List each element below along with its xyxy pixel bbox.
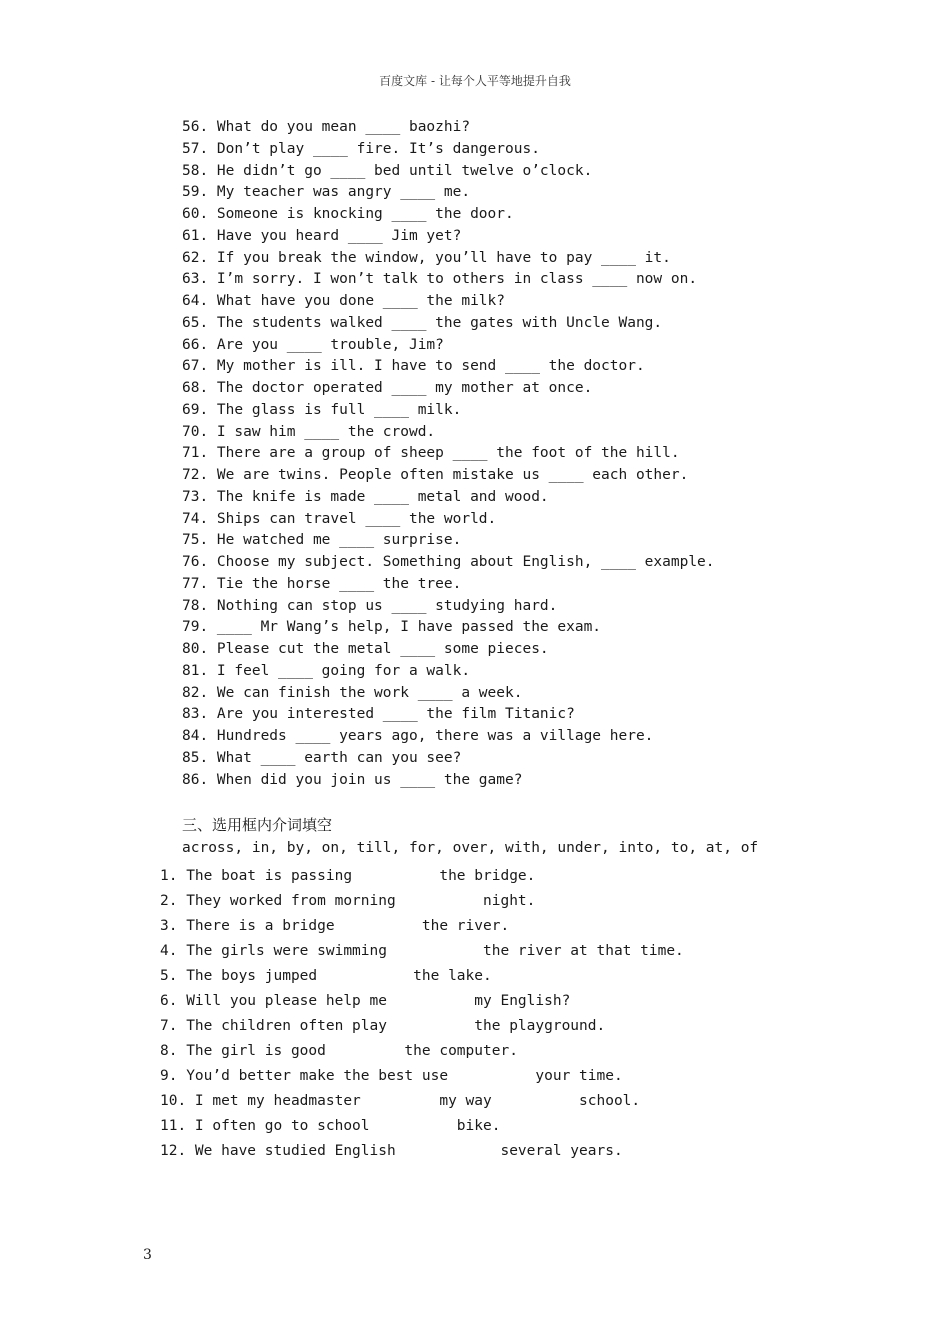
exercise-item: 85. What ____ earth can you see? (182, 749, 462, 766)
fill-in-item: 5. The boys jumped the lake. (160, 968, 492, 984)
exercise-item: 83. Are you interested ____ the film Titanic? (182, 706, 575, 723)
fill-in-item: 3. There is a bridge the river. (160, 918, 510, 934)
exercise-item: 86. When did you join us ____ the game? (182, 771, 523, 788)
exercise-item: 78. Nothing can stop us ____ studying hard. (182, 597, 558, 614)
fill-in-item: 8. The girl is good the computer. (160, 1043, 518, 1059)
exercise-item: 80. Please cut the metal ____ some pieces. (182, 641, 549, 657)
fill-in-item: 6. Will you please help me my English? (160, 993, 571, 1009)
exercise-item: 57. Don’t play ____ fire. It’s dangerous. (182, 140, 540, 157)
exercise-item: 62. If you break the window, you’ll have to pay ____ it. (182, 249, 671, 266)
exercise-item: 67. My mother is ill. I have to send ____ the doctor. (182, 358, 645, 375)
exercise-list-fill-in (160, 864, 684, 1164)
fill-in-item: 10. I met my headmaster my way school. (160, 1093, 641, 1109)
exercise-item: 60. Someone is knocking ____ the door. (182, 206, 514, 222)
exercise-item: 65. The students walked ____ the gates with Uncle Wang. (182, 314, 663, 331)
exercise-item: 82. We can finish the work ____ a week. (182, 684, 523, 701)
exercise-item: 63. I’m sorry. I won’t talk to others in class ____ now on. (182, 271, 698, 288)
exercise-item: 68. The doctor operated ____ my mother at once. (182, 380, 593, 396)
exercise-item: 71. There are a group of sheep ____ the foot of the hill. (182, 445, 680, 462)
fill-in-item: 11. I often go to school bike. (160, 1118, 501, 1134)
exercise-item: 76. Choose my subject. Something about English, ____ example. (182, 554, 715, 570)
fill-in-item: 2. They worked from morning night. (160, 893, 536, 909)
exercise-item: 79. ____ Mr Wang’s help, I have passed the exam. (182, 619, 602, 636)
exercise-item: 61. Have you heard ____ Jim yet? (182, 227, 462, 244)
exercise-item: 64. What have you done ____ the milk? (182, 293, 506, 309)
exercise-item: 69. The glass is full ____ milk. (182, 401, 462, 418)
exercise-item: 81. I feel ____ going for a walk. (182, 662, 471, 679)
exercise-item: 70. I saw him ____ the crowd. (182, 423, 436, 440)
exercise-item: 73. The knife is made ____ metal and wood. (182, 488, 549, 505)
exercise-item: 84. Hundreds ____ years ago, there was a village here. (182, 728, 654, 744)
fill-in-item: 7. The children often play the playground. (160, 1018, 606, 1034)
exercise-item: 58. He didn’t go ____ bed until twelve o’clock. (182, 162, 593, 179)
section-title: 三、选用框内介词填空 (182, 816, 333, 834)
fill-in-item: 9. You’d better make the best use your time. (160, 1068, 623, 1084)
page-header: 百度文库 - 让每个人平等地提升自我 (379, 74, 571, 88)
word-bank: across, in, by, on, till, for, over, with, under, into, to, at, of (182, 840, 759, 856)
fill-in-item: 12. We have studied English several years. (160, 1143, 623, 1159)
exercise-item: 75. He watched me ____ surprise. (182, 532, 462, 549)
exercise-item: 74. Ships can travel ____ the world. (182, 510, 497, 527)
exercise-item: 56. What do you mean ____ baozhi? (182, 119, 471, 135)
exercise-item: 59. My teacher was angry ____ me. (182, 184, 471, 201)
fill-in-item: 4. The girls were swimming the river at that time. (160, 943, 684, 959)
exercise-item: 77. Tie the horse ____ the tree. (182, 575, 462, 592)
page-number: 3 (143, 1247, 152, 1263)
fill-in-item: 1. The boat is passing the bridge. (160, 868, 536, 884)
exercise-item: 66. Are you ____ trouble, Jim? (182, 336, 444, 353)
exercise-item: 72. We are twins. People often mistake us ____ each other. (182, 467, 689, 483)
exercise-list-prepositions (182, 117, 715, 791)
